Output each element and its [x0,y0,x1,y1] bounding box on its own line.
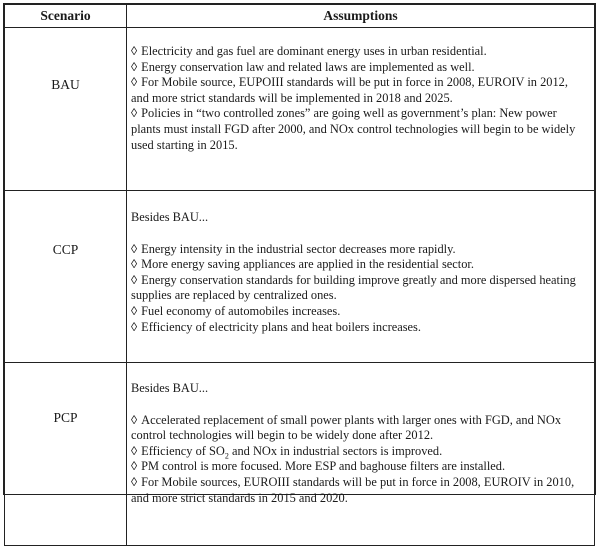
diamond-bullet-icon: ◊ [131,44,138,58]
scenario-table [3,3,596,505]
diamond-bullet-icon: ◊ [131,319,138,334]
list-item: ◊ Energy intensity in the industrial sector decreases more rapidly. [131,241,456,256]
scenario-cell [5,363,127,546]
scenario-cell [5,28,127,191]
scenario-label: BAU [51,77,80,92]
list-item: ◊ Policies in “two controlled zones” are going well as government’s plan: New power plants must install FGD after 2000, and NOx control technologies will begin to be widely used starting in 2015. [131,106,576,152]
assumptions-cell [127,28,595,191]
diamond-bullet-icon: ◊ [131,106,138,121]
diamond-bullet-icon: ◊ [131,443,138,458]
diamond-bullet-icon: ◊ [131,272,138,287]
table-row-bau [5,28,595,191]
list-item: ◊ PM control is more focused. More ESP and baghouse filters are installed. [131,459,506,474]
scenario-cell [5,191,127,363]
table-row-ccp [5,191,595,363]
list-item: ◊ Accelerated replacement of small power plants with larger ones with FGD, and NOx control technologies will begin to be widely done after 2012. [131,412,562,443]
intro-text: Besides BAU... [131,381,209,395]
diamond-bullet-icon: ◊ [131,59,138,74]
list-item: ◊ Fuel economy of automobiles increases. [131,303,341,318]
header-scenario: Scenario [5,5,127,28]
list-item: ◊ For Mobile sources, EUROIII standards will be put in force in 2008, EUROIV in 2010, and more strict standards in 2015 and 2020. [131,474,575,505]
diamond-bullet-icon: ◊ [131,257,138,272]
diamond-bullet-icon: ◊ [131,474,138,489]
assumptions-table [4,4,595,546]
list-item: ◊ Efficiency of $SO_2$ and NOx in industrial sectors is improved. [131,443,443,461]
header-row [5,5,595,28]
list-item: ◊ Efficiency of electricity plans and heat boilers increases. [131,319,421,334]
diamond-bullet-icon: ◊ [131,241,138,256]
assumptions-cell [127,191,595,363]
table-row-pcp [5,363,595,546]
diamond-bullet-icon: ◊ [131,303,138,318]
list-item: ◊ Energy conservation standards for building improve greatly and more dispersed heating supplies are replaced by centralized ones. [131,272,576,303]
intro-text: Besides BAU... [131,210,209,224]
list-item: ◊ Energy conservation law and related laws are implemented as well. [131,59,475,74]
list-item: ◊ Electricity and gas fuel are dominant energy uses in urban residential. [131,44,487,58]
diamond-bullet-icon: ◊ [131,412,138,427]
diamond-bullet-icon: ◊ [131,459,138,474]
diamond-bullet-icon: ◊ [131,75,138,90]
list-item: ◊ More energy saving appliances are applied in the residential sector. [131,257,474,272]
assumptions-cell [127,363,595,546]
header-assumptions: Assumptions [127,5,595,28]
list-item: ◊ For Mobile source, EUPOIII standards will be put in force in 2008, EUROIV in 2012, and more strict standards will be implemented in 2018 and 2025. [131,75,568,105]
scenario-label: PCP [53,410,78,425]
scenario-label: CCP [52,242,79,257]
